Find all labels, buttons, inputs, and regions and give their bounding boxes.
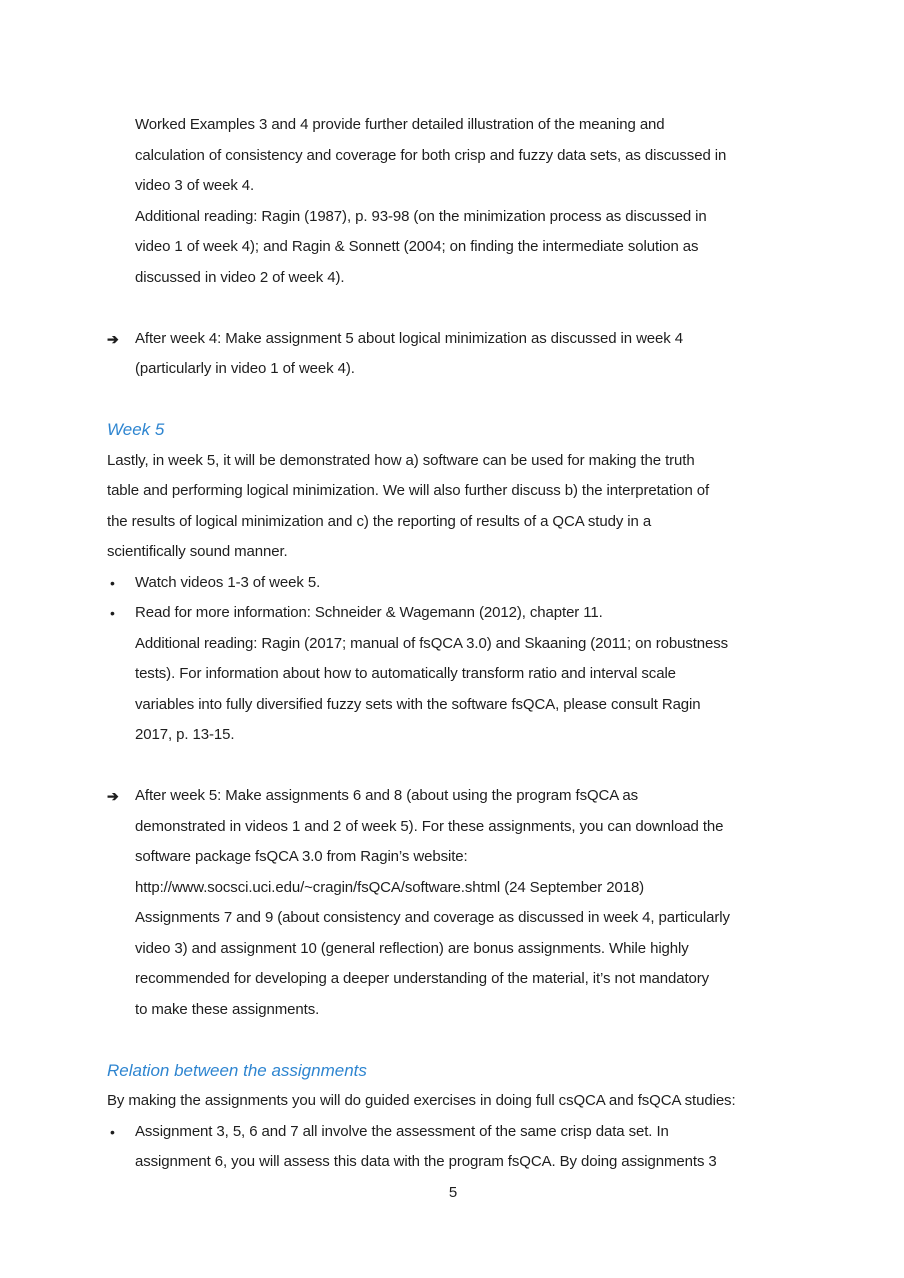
line-text: video 3) and assignment 10 (general reflection) are bonus assignments. While highly — [135, 939, 689, 957]
text-line — [135, 812, 799, 843]
text-line — [135, 232, 799, 263]
line-text: Assignment 3, 5, 6 and 7 all involve the assessment of the same crisp data set. In — [135, 1122, 669, 1140]
bullet-icon: • — [110, 1123, 115, 1140]
text-line — [135, 995, 799, 1026]
line-text: Additional reading: Ragin (2017; manual of fsQCA 3.0) and Skaaning (2011; on robustness — [135, 634, 729, 652]
line-text: the results of logical minimization and c) the reporting of results of a QCA study in a — [107, 512, 652, 530]
text-line — [107, 507, 799, 538]
bullet-item — [107, 568, 799, 599]
paragraph — [107, 1086, 799, 1117]
line-text: tests). For information about how to automatically transform ratio and interval scale — [135, 665, 676, 682]
text-line — [135, 690, 799, 721]
arrow-icon: ➔ — [107, 788, 119, 804]
text-line — [107, 446, 799, 477]
text-line — [107, 324, 799, 355]
text-line — [107, 1086, 799, 1117]
text-line — [135, 659, 799, 690]
arrow-item — [107, 324, 799, 385]
section-heading: Relation between the assignments — [107, 1060, 367, 1080]
line-text: Assignments 7 and 9 (about consistency and coverage as discussed in week 4, particularly — [135, 909, 730, 926]
text-line — [135, 354, 799, 385]
text-line — [135, 263, 799, 294]
text-line — [135, 842, 799, 873]
line-text: software package fsQCA 3.0 from Ragin’s website: — [135, 848, 468, 865]
text-line — [135, 903, 799, 934]
bullet-icon: • — [110, 574, 115, 591]
text-line — [110, 598, 799, 629]
line-text: assignment 6, you will assess this data with the program fsQCA. By doing assignments 3 — [135, 1153, 717, 1170]
line-text: Worked Examples 3 and 4 provide further detailed illustration of the meaning and — [135, 116, 665, 133]
arrow-icon: ➔ — [107, 330, 119, 347]
line-text: demonstrated in videos 1 and 2 of week 5). For these assignments, you can download the — [135, 817, 724, 835]
paragraph — [107, 446, 799, 568]
text-line — [135, 1147, 799, 1178]
line-text: recommended for developing a deeper understanding of the material, it’s not mandatory — [135, 970, 710, 987]
line-text: After week 4: Make assignment 5 about logical minimization as discussed in week 4 — [135, 329, 684, 347]
line-text: http://www.socsci.uci.edu/~cragin/fsQCA/software.shtml (24 September 2018) — [135, 878, 645, 896]
page-number: 5 — [448, 1183, 458, 1201]
text-line — [107, 537, 799, 568]
text-line — [135, 110, 799, 141]
text-line — [135, 720, 799, 751]
text-line — [107, 781, 799, 812]
bullet-icon: • — [110, 605, 115, 621]
text-line — [135, 202, 799, 233]
line-text: variables into fully diversified fuzzy sets with the software fsQCA, please consult Ragin — [135, 695, 701, 713]
text-line — [110, 568, 799, 599]
line-text: After week 5: Make assignments 6 and 8 (about using the program fsQCA as — [135, 787, 639, 804]
line-text: (particularly in video 1 of week 4). — [135, 360, 355, 377]
line-text: scientifically sound manner. — [107, 543, 288, 560]
document-blocks — [107, 110, 799, 1178]
text-line — [107, 476, 799, 507]
line-text: Additional reading: Ragin (1987), p. 93-98 (on the minimization process as discussed in — [135, 207, 707, 225]
line-text: calculation of consistency and coverage for both crisp and fuzzy data sets, as discussed in — [135, 146, 727, 164]
line-text: 2017, p. 13-15. — [135, 726, 235, 743]
section-heading: Week 5 — [107, 420, 165, 439]
line-text: video 3 of week 4. — [135, 177, 255, 194]
bullet-item — [107, 598, 799, 751]
text-line — [135, 629, 799, 660]
line-text: Watch videos 1-3 of week 5. — [135, 573, 321, 591]
paragraph-indented — [135, 110, 799, 293]
line-text: Read for more information: Schneider & Wagemann (2012), chapter 11. — [135, 604, 603, 621]
text-line — [135, 171, 799, 202]
line-text: video 1 of week 4); and Ragin & Sonnett (2004; on finding the intermediate solution as — [135, 238, 699, 255]
text-line — [135, 141, 799, 172]
bullet-item — [107, 1117, 799, 1178]
line-text: By making the assignments you will do guided exercises in doing full csQCA and fsQCA studies: — [107, 1092, 736, 1109]
line-text: discussed in video 2 of week 4). — [135, 268, 345, 286]
text-line — [135, 964, 799, 995]
line-text: table and performing logical minimization. We will also further discuss b) the interpretation of — [107, 482, 710, 499]
text-line — [110, 1117, 799, 1148]
text-line — [135, 873, 799, 904]
line-text: to make these assignments. — [135, 1000, 320, 1018]
line-text: Lastly, in week 5, it will be demonstrated how a) software can be used for making the truth — [107, 451, 695, 469]
text-line — [135, 934, 799, 965]
arrow-item — [107, 781, 799, 1025]
